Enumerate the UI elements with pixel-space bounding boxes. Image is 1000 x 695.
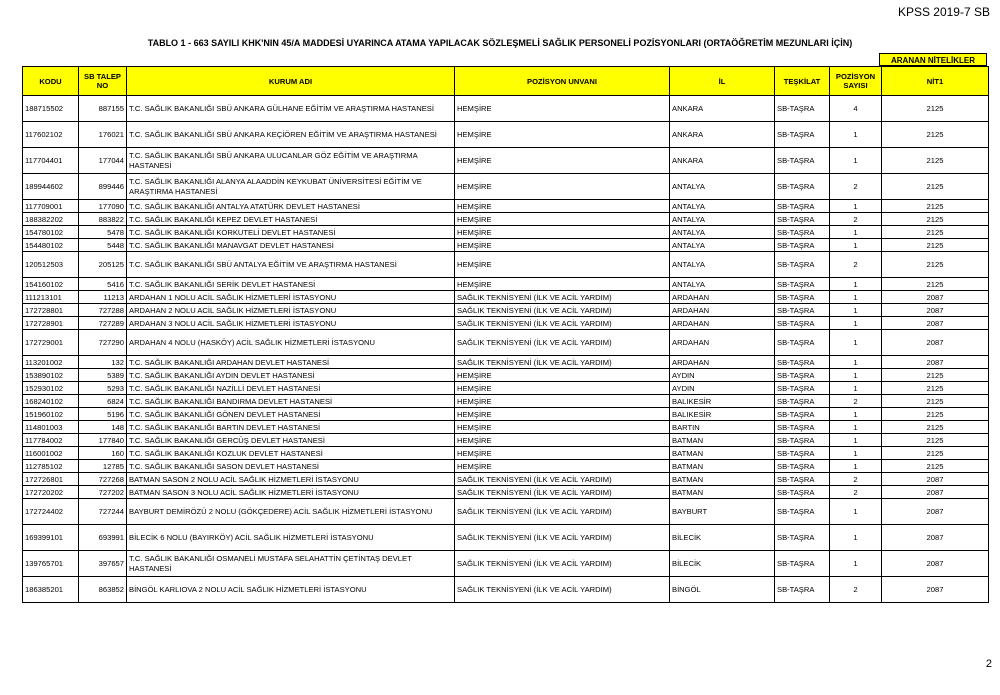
cell-nit1: 2125 (882, 434, 989, 447)
cell-nit1: 2087 (882, 330, 989, 356)
cell-kurum-adi: T.C. SAĞLIK BAKANLIĞI SBÜ ANKARA ULUCANLAR GÖZ EĞİTİM VE ARAŞTIRMA HASTANESİ (127, 148, 455, 174)
cell-pozisyon-unvani: SAĞLIK TEKNİSYENİ (İLK VE ACİL YARDIM) (455, 577, 670, 603)
cell-kurum-adi: T.C. SAĞLIK BAKANLIĞI MANAVGAT DEVLET HASTANESİ (127, 239, 455, 252)
table-row (23, 369, 989, 382)
cell-nit1: 2125 (882, 252, 989, 278)
cell-teskilat: SB-TAŞRA (775, 460, 830, 473)
cell-teskilat: SB-TAŞRA (775, 382, 830, 395)
cell-nit1: 2125 (882, 447, 989, 460)
cell-sb-talep-no: 5293 (79, 382, 127, 395)
cell-pozisyon-sayisi: 2 (830, 395, 882, 408)
cell-kodu: 172728801 (23, 304, 79, 317)
cell-sb-talep-no: 5196 (79, 408, 127, 421)
cell-sb-talep-no: 727268 (79, 473, 127, 486)
page-number: 2 (985, 658, 992, 670)
cell-teskilat: SB-TAŞRA (775, 291, 830, 304)
cell-il: BATMAN (670, 486, 775, 499)
cell-pozisyon-sayisi: 1 (830, 434, 882, 447)
cell-il: BATMAN (670, 460, 775, 473)
table-row (23, 122, 989, 148)
cell-pozisyon-sayisi: 1 (830, 356, 882, 369)
cell-kurum-adi: BİLECİK 6 NOLU (BAYIRKÖY) ACİL SAĞLIK HİZMETLERİ İSTASYONU (127, 525, 455, 551)
cell-kurum-adi: ARDAHAN 1 NOLU ACİL SAĞLIK HİZMETLERİ İSTASYONU (127, 291, 455, 304)
cell-il: ARDAHAN (670, 317, 775, 330)
cell-kodu: 113201002 (23, 356, 79, 369)
cell-kurum-adi: T.C. SAĞLIK BAKANLIĞI GERCÜŞ DEVLET HASTANESİ (127, 434, 455, 447)
cell-il: ANTALYA (670, 278, 775, 291)
table-row (23, 330, 989, 356)
cell-pozisyon-unvani: HEMŞİRE (455, 369, 670, 382)
cell-kodu: 111213101 (23, 291, 79, 304)
cell-il: BAYBURT (670, 499, 775, 525)
cell-nit1: 2087 (882, 291, 989, 304)
cell-kodu: 114801003 (23, 421, 79, 434)
cell-il: ANTALYA (670, 174, 775, 200)
cell-sb-talep-no: 727290 (79, 330, 127, 356)
cell-kurum-adi: T.C. SAĞLIK BAKANLIĞI ALANYA ALAADDİN KEYKUBAT ÜNİVERSİTESİ EĞİTİM VE ARAŞTIRMA HASTANESİ (127, 174, 455, 200)
cell-kodu: 120512503 (23, 252, 79, 278)
cell-pozisyon-unvani: HEMŞİRE (455, 226, 670, 239)
cell-il: ANTALYA (670, 200, 775, 213)
cell-kodu: 168240102 (23, 395, 79, 408)
cell-il: BATMAN (670, 434, 775, 447)
cell-kurum-adi: T.C. SAĞLIK BAKANLIĞI ANTALYA ATATÜRK DEVLET HASTANESİ (127, 200, 455, 213)
cell-kurum-adi: T.C. SAĞLIK BAKANLIĞI GÖNEN DEVLET HASTANESİ (127, 408, 455, 421)
cell-kodu: 169399101 (23, 525, 79, 551)
cell-pozisyon-sayisi: 1 (830, 226, 882, 239)
table-row (23, 551, 989, 577)
cell-nit1: 2087 (882, 356, 989, 369)
column-header-sb-talep-no: SB TALEP NO (79, 67, 127, 96)
cell-teskilat: SB-TAŞRA (775, 421, 830, 434)
cell-pozisyon-unvani: SAĞLIK TEKNİSYENİ (İLK VE ACİL YARDIM) (455, 486, 670, 499)
cell-kodu: 152930102 (23, 382, 79, 395)
cell-teskilat: SB-TAŞRA (775, 473, 830, 486)
cell-teskilat: SB-TAŞRA (775, 226, 830, 239)
cell-kurum-adi: T.C. SAĞLIK BAKANLIĞI SBÜ ANTALYA EĞİTİM VE ARAŞTIRMA HASTANESİ (127, 252, 455, 278)
cell-nit1: 2125 (882, 382, 989, 395)
cell-pozisyon-unvani: HEMŞİRE (455, 421, 670, 434)
table-row (23, 408, 989, 421)
cell-nit1: 2125 (882, 395, 989, 408)
cell-teskilat: SB-TAŞRA (775, 122, 830, 148)
table-row (23, 395, 989, 408)
table-row (23, 174, 989, 200)
table-row (23, 252, 989, 278)
cell-nit1: 2125 (882, 122, 989, 148)
cell-pozisyon-sayisi: 1 (830, 551, 882, 577)
cell-il: ANKARA (670, 148, 775, 174)
cell-kurum-adi: T.C. SAĞLIK BAKANLIĞI SBÜ ANKARA GÜLHANE EĞİTİM VE ARAŞTIRMA HASTANESİ (127, 96, 455, 122)
table-header-row (23, 67, 989, 96)
table-row (23, 200, 989, 213)
cell-kurum-adi: BAYBURT DEMİRÖZÜ 2 NOLU (GÖKÇEDERE) ACİL SAĞLIK HİZMETLERİ İSTASYONU (127, 499, 455, 525)
table-row (23, 382, 989, 395)
cell-sb-talep-no: 887155 (79, 96, 127, 122)
cell-il: ANKARA (670, 122, 775, 148)
cell-pozisyon-sayisi: 1 (830, 382, 882, 395)
cell-sb-talep-no: 899446 (79, 174, 127, 200)
cell-nit1: 2125 (882, 421, 989, 434)
cell-teskilat: SB-TAŞRA (775, 369, 830, 382)
table-body (23, 96, 989, 603)
cell-nit1: 2087 (882, 551, 989, 577)
cell-pozisyon-sayisi: 1 (830, 408, 882, 421)
cell-sb-talep-no: 12785 (79, 460, 127, 473)
cell-kodu: 172724402 (23, 499, 79, 525)
table-row (23, 525, 989, 551)
table-row (23, 421, 989, 434)
cell-pozisyon-unvani: HEMŞİRE (455, 460, 670, 473)
cell-sb-talep-no: 177840 (79, 434, 127, 447)
cell-kodu: 154780102 (23, 226, 79, 239)
cell-pozisyon-unvani: SAĞLIK TEKNİSYENİ (İLK VE ACİL YARDIM) (455, 551, 670, 577)
table-row (23, 473, 989, 486)
cell-pozisyon-sayisi: 2 (830, 252, 882, 278)
column-header-pozisyon-sayisi: POZİSYON SAYISI (830, 67, 882, 96)
cell-il: ARDAHAN (670, 291, 775, 304)
cell-teskilat: SB-TAŞRA (775, 200, 830, 213)
cell-pozisyon-unvani: HEMŞİRE (455, 252, 670, 278)
cell-nit1: 2087 (882, 304, 989, 317)
cell-pozisyon-unvani: HEMŞİRE (455, 395, 670, 408)
cell-kodu: 117709001 (23, 200, 79, 213)
cell-il: BATMAN (670, 473, 775, 486)
cell-pozisyon-sayisi: 1 (830, 525, 882, 551)
cell-teskilat: SB-TAŞRA (775, 239, 830, 252)
cell-pozisyon-unvani: SAĞLIK TEKNİSYENİ (İLK VE ACİL YARDIM) (455, 291, 670, 304)
cell-sb-talep-no: 5389 (79, 369, 127, 382)
cell-teskilat: SB-TAŞRA (775, 408, 830, 421)
cell-il: ANTALYA (670, 239, 775, 252)
cell-il: ARDAHAN (670, 330, 775, 356)
cell-pozisyon-sayisi: 1 (830, 369, 882, 382)
cell-kodu: 189944602 (23, 174, 79, 200)
cell-kodu: 139765701 (23, 551, 79, 577)
cell-kurum-adi: BATMAN SASON 2 NOLU ACİL SAĞLIK HİZMETLERİ İSTASYONU (127, 473, 455, 486)
cell-sb-talep-no: 177044 (79, 148, 127, 174)
aranan-nitelikler-label: ARANAN NİTELİKLER (879, 53, 987, 66)
table-row (23, 577, 989, 603)
table-row (23, 447, 989, 460)
cell-kodu: 112785102 (23, 460, 79, 473)
cell-pozisyon-unvani: SAĞLIK TEKNİSYENİ (İLK VE ACİL YARDIM) (455, 317, 670, 330)
cell-kurum-adi: T.C. SAĞLIK BAKANLIĞI KORKUTELİ DEVLET HASTANESİ (127, 226, 455, 239)
cell-sb-talep-no: 727202 (79, 486, 127, 499)
positions-table (22, 66, 989, 603)
cell-pozisyon-sayisi: 1 (830, 460, 882, 473)
cell-pozisyon-sayisi: 4 (830, 96, 882, 122)
cell-il: BALIKESİR (670, 395, 775, 408)
cell-kodu: 172726801 (23, 473, 79, 486)
document-header-code: KPSS 2019-7 SB (897, 5, 990, 19)
cell-il: BALIKESİR (670, 408, 775, 421)
cell-sb-talep-no: 6824 (79, 395, 127, 408)
table-row (23, 486, 989, 499)
cell-pozisyon-unvani: HEMŞİRE (455, 200, 670, 213)
cell-teskilat: SB-TAŞRA (775, 356, 830, 369)
cell-sb-talep-no: 5448 (79, 239, 127, 252)
cell-pozisyon-sayisi: 2 (830, 174, 882, 200)
cell-kodu: 116001002 (23, 447, 79, 460)
cell-il: ANKARA (670, 96, 775, 122)
cell-nit1: 2125 (882, 408, 989, 421)
cell-pozisyon-sayisi: 1 (830, 148, 882, 174)
table-row (23, 434, 989, 447)
cell-kurum-adi: T.C. SAĞLIK BAKANLIĞI SASON DEVLET HASTANESİ (127, 460, 455, 473)
cell-nit1: 2125 (882, 174, 989, 200)
cell-kodu: 154160102 (23, 278, 79, 291)
cell-teskilat: SB-TAŞRA (775, 395, 830, 408)
cell-sb-talep-no: 693991 (79, 525, 127, 551)
cell-teskilat: SB-TAŞRA (775, 486, 830, 499)
cell-teskilat: SB-TAŞRA (775, 551, 830, 577)
cell-teskilat: SB-TAŞRA (775, 174, 830, 200)
cell-pozisyon-sayisi: 1 (830, 447, 882, 460)
cell-kodu: 117704401 (23, 148, 79, 174)
table-row (23, 291, 989, 304)
cell-pozisyon-unvani: HEMŞİRE (455, 278, 670, 291)
cell-pozisyon-sayisi: 1 (830, 421, 882, 434)
cell-pozisyon-sayisi: 2 (830, 577, 882, 603)
cell-nit1: 2125 (882, 239, 989, 252)
column-header-kodu: KODU (23, 67, 79, 96)
cell-kodu: 172728901 (23, 317, 79, 330)
cell-sb-talep-no: 5478 (79, 226, 127, 239)
cell-kodu: 154480102 (23, 239, 79, 252)
table-row (23, 226, 989, 239)
cell-pozisyon-sayisi: 1 (830, 499, 882, 525)
cell-il: BİLECİK (670, 551, 775, 577)
cell-teskilat: SB-TAŞRA (775, 525, 830, 551)
table-row (23, 239, 989, 252)
cell-nit1: 2087 (882, 486, 989, 499)
cell-pozisyon-unvani: HEMŞİRE (455, 96, 670, 122)
cell-sb-talep-no: 205125 (79, 252, 127, 278)
cell-pozisyon-unvani: SAĞLIK TEKNİSYENİ (İLK VE ACİL YARDIM) (455, 330, 670, 356)
cell-pozisyon-sayisi: 1 (830, 200, 882, 213)
cell-nit1: 2125 (882, 200, 989, 213)
cell-sb-talep-no: 727244 (79, 499, 127, 525)
cell-kurum-adi: T.C. SAĞLIK BAKANLIĞI KEPEZ DEVLET HASTANESİ (127, 213, 455, 226)
cell-il: ANTALYA (670, 252, 775, 278)
column-header-nit1: NİT1 (882, 67, 989, 96)
cell-kodu: 188715502 (23, 96, 79, 122)
cell-sb-talep-no: 148 (79, 421, 127, 434)
cell-pozisyon-unvani: HEMŞİRE (455, 122, 670, 148)
cell-pozisyon-sayisi: 1 (830, 304, 882, 317)
cell-sb-talep-no: 176021 (79, 122, 127, 148)
table-row (23, 96, 989, 122)
column-header-teskilat: TEŞKİLAT (775, 67, 830, 96)
cell-teskilat: SB-TAŞRA (775, 252, 830, 278)
cell-nit1: 2125 (882, 460, 989, 473)
cell-il: BATMAN (670, 447, 775, 460)
cell-teskilat: SB-TAŞRA (775, 317, 830, 330)
column-header-il: İL (670, 67, 775, 96)
cell-kurum-adi: T.C. SAĞLIK BAKANLIĞI BARTIN DEVLET HASTANESİ (127, 421, 455, 434)
cell-pozisyon-unvani: HEMŞİRE (455, 174, 670, 200)
cell-sb-talep-no: 727288 (79, 304, 127, 317)
table-row (23, 460, 989, 473)
cell-pozisyon-unvani: HEMŞİRE (455, 434, 670, 447)
cell-il: AYDIN (670, 382, 775, 395)
column-header-pozisyon-unvani: POZİSYON UNVANI (455, 67, 670, 96)
cell-il: ANTALYA (670, 213, 775, 226)
cell-pozisyon-unvani: HEMŞİRE (455, 408, 670, 421)
cell-teskilat: SB-TAŞRA (775, 499, 830, 525)
cell-pozisyon-unvani: HEMŞİRE (455, 382, 670, 395)
cell-kurum-adi: T.C. SAĞLIK BAKANLIĞI ARDAHAN DEVLET HASTANESİ (127, 356, 455, 369)
cell-pozisyon-unvani: SAĞLIK TEKNİSYENİ (İLK VE ACİL YARDIM) (455, 473, 670, 486)
cell-pozisyon-unvani: SAĞLIK TEKNİSYENİ (İLK VE ACİL YARDIM) (455, 356, 670, 369)
cell-nit1: 2125 (882, 278, 989, 291)
cell-kodu: 172720202 (23, 486, 79, 499)
cell-il: AYDIN (670, 369, 775, 382)
cell-sb-talep-no: 11213 (79, 291, 127, 304)
cell-teskilat: SB-TAŞRA (775, 278, 830, 291)
cell-pozisyon-sayisi: 2 (830, 213, 882, 226)
cell-nit1: 2125 (882, 226, 989, 239)
cell-kurum-adi: T.C. SAĞLIK BAKANLIĞI OSMANELİ MUSTAFA SELAHATTİN ÇETİNTAŞ DEVLET HASTANESİ (127, 551, 455, 577)
cell-sb-talep-no: 863852 (79, 577, 127, 603)
cell-nit1: 2125 (882, 369, 989, 382)
cell-teskilat: SB-TAŞRA (775, 434, 830, 447)
cell-pozisyon-sayisi: 1 (830, 239, 882, 252)
cell-kodu: 151960102 (23, 408, 79, 421)
cell-kurum-adi: T.C. SAĞLIK BAKANLIĞI SBÜ ANKARA KEÇİÖREN EĞİTİM VE ARAŞTIRMA HASTANESİ (127, 122, 455, 148)
table-row (23, 304, 989, 317)
cell-pozisyon-sayisi: 1 (830, 291, 882, 304)
cell-pozisyon-sayisi: 2 (830, 473, 882, 486)
cell-pozisyon-sayisi: 1 (830, 122, 882, 148)
cell-pozisyon-unvani: SAĞLIK TEKNİSYENİ (İLK VE ACİL YARDIM) (455, 304, 670, 317)
cell-sb-talep-no: 727289 (79, 317, 127, 330)
cell-kurum-adi: T.C. SAĞLIK BAKANLIĞI SERİK DEVLET HASTANESİ (127, 278, 455, 291)
cell-kodu: 186385201 (23, 577, 79, 603)
cell-nit1: 2087 (882, 317, 989, 330)
cell-kodu: 172729001 (23, 330, 79, 356)
cell-il: BİNGÖL (670, 577, 775, 603)
cell-kurum-adi: T.C. SAĞLIK BAKANLIĞI BANDIRMA DEVLET HASTANESİ (127, 395, 455, 408)
table-row (23, 317, 989, 330)
table-row (23, 356, 989, 369)
cell-pozisyon-sayisi: 1 (830, 317, 882, 330)
cell-teskilat: SB-TAŞRA (775, 577, 830, 603)
cell-kurum-adi: ARDAHAN 4 NOLU (HASKÖY) ACİL SAĞLIK HİZMETLERİ İSTASYONU (127, 330, 455, 356)
cell-kodu: 153890102 (23, 369, 79, 382)
cell-pozisyon-unvani: HEMŞİRE (455, 148, 670, 174)
cell-pozisyon-sayisi: 1 (830, 330, 882, 356)
cell-kurum-adi: BİNGÖL KARLIOVA 2 NOLU ACİL SAĞLIK HİZMETLERİ İSTASYONU (127, 577, 455, 603)
table-title: TABLO 1 - 663 SAYILI KHK'NIN 45/A MADDESİ UYARINCA ATAMA YAPILACAK SÖZLEŞMELİ SAĞLIK PERSONELİ POZİSYONLARI (ORTAÖĞRETİM MEZUNLARI İÇİN) (147, 38, 853, 48)
cell-kodu: 117602102 (23, 122, 79, 148)
cell-pozisyon-unvani: HEMŞİRE (455, 239, 670, 252)
cell-sb-talep-no: 397657 (79, 551, 127, 577)
cell-sb-talep-no: 883822 (79, 213, 127, 226)
cell-pozisyon-unvani: HEMŞİRE (455, 213, 670, 226)
cell-kurum-adi: T.C. SAĞLIK BAKANLIĞI NAZİLLİ DEVLET HASTANESİ (127, 382, 455, 395)
cell-teskilat: SB-TAŞRA (775, 148, 830, 174)
cell-nit1: 2087 (882, 473, 989, 486)
cell-teskilat: SB-TAŞRA (775, 96, 830, 122)
cell-il: ARDAHAN (670, 356, 775, 369)
cell-il: BARTIN (670, 421, 775, 434)
cell-kodu: 188382202 (23, 213, 79, 226)
cell-nit1: 2087 (882, 525, 989, 551)
cell-pozisyon-unvani: SAĞLIK TEKNİSYENİ (İLK VE ACİL YARDIM) (455, 499, 670, 525)
cell-il: ARDAHAN (670, 304, 775, 317)
cell-kodu: 117784002 (23, 434, 79, 447)
cell-nit1: 2125 (882, 213, 989, 226)
column-header-kurum-adi: KURUM ADI (127, 67, 455, 96)
table-row (23, 278, 989, 291)
cell-teskilat: SB-TAŞRA (775, 304, 830, 317)
cell-pozisyon-sayisi: 2 (830, 486, 882, 499)
cell-kurum-adi: BATMAN SASON 3 NOLU ACİL SAĞLIK HİZMETLERİ İSTASYONU (127, 486, 455, 499)
cell-sb-talep-no: 177090 (79, 200, 127, 213)
cell-il: ANTALYA (670, 226, 775, 239)
cell-teskilat: SB-TAŞRA (775, 330, 830, 356)
table-row (23, 213, 989, 226)
cell-il: BİLECİK (670, 525, 775, 551)
cell-sb-talep-no: 132 (79, 356, 127, 369)
cell-sb-talep-no: 5416 (79, 278, 127, 291)
cell-pozisyon-sayisi: 1 (830, 278, 882, 291)
cell-kurum-adi: ARDAHAN 3 NOLU ACİL SAĞLIK HİZMETLERİ İSTASYONU (127, 317, 455, 330)
cell-pozisyon-unvani: SAĞLIK TEKNİSYENİ (İLK VE ACİL YARDIM) (455, 525, 670, 551)
cell-kurum-adi: ARDAHAN 2 NOLU ACİL SAĞLIK HİZMETLERİ İSTASYONU (127, 304, 455, 317)
cell-teskilat: SB-TAŞRA (775, 213, 830, 226)
cell-nit1: 2087 (882, 499, 989, 525)
cell-teskilat: SB-TAŞRA (775, 447, 830, 460)
cell-pozisyon-unvani: HEMŞİRE (455, 447, 670, 460)
cell-nit1: 2125 (882, 148, 989, 174)
cell-nit1: 2125 (882, 96, 989, 122)
cell-sb-talep-no: 160 (79, 447, 127, 460)
cell-nit1: 2087 (882, 577, 989, 603)
table-row (23, 148, 989, 174)
cell-kurum-adi: T.C. SAĞLIK BAKANLIĞI AYDIN DEVLET HASTANESİ (127, 369, 455, 382)
cell-kurum-adi: T.C. SAĞLIK BAKANLIĞI KOZLUK DEVLET HASTANESİ (127, 447, 455, 460)
table-row (23, 499, 989, 525)
